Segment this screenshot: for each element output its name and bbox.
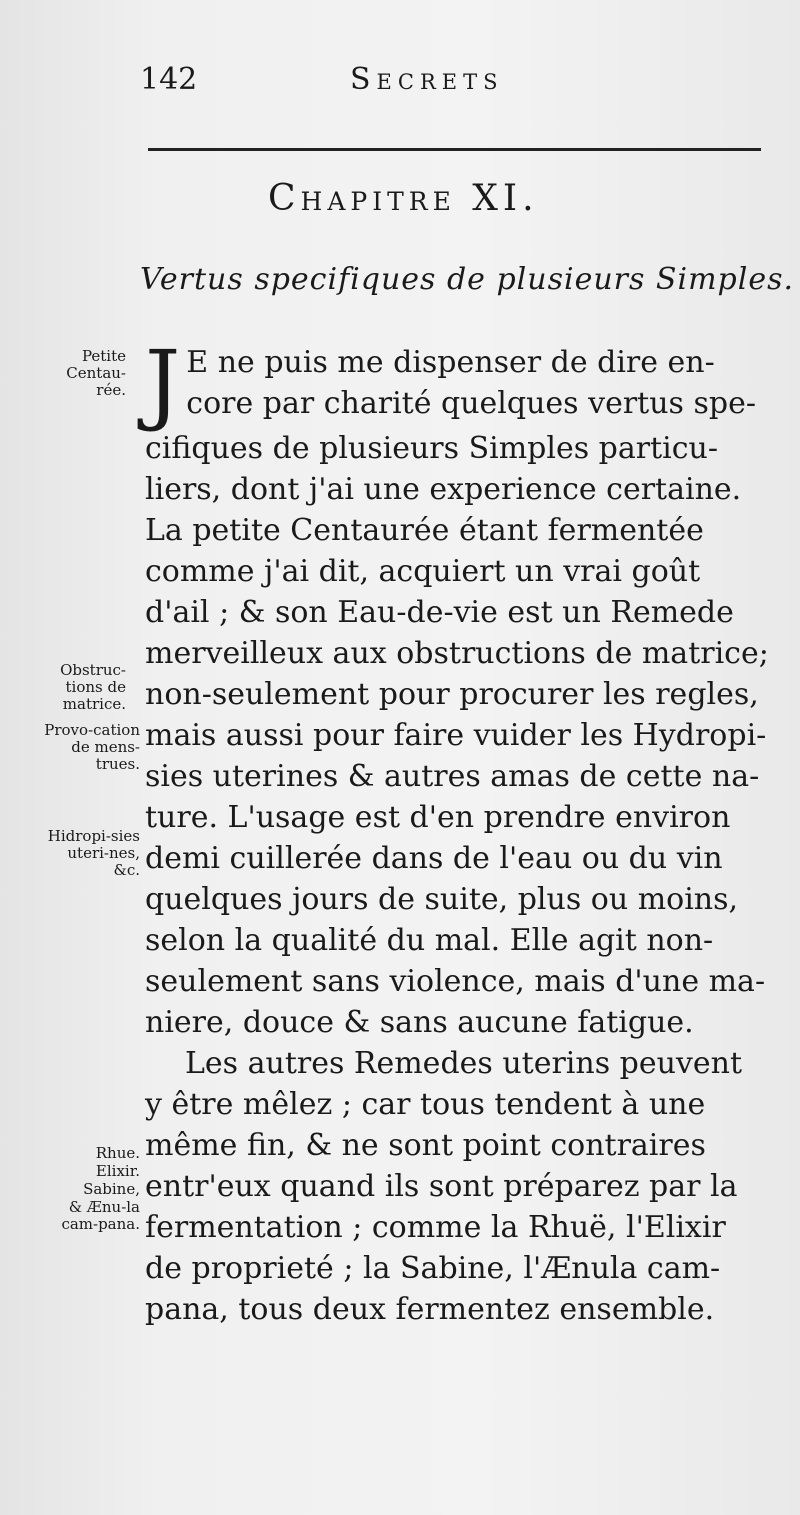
text-line: demi cuillerée dans de l'eau ou du vin bbox=[145, 841, 723, 876]
margin-note-rhue: Rhue. bbox=[95, 1144, 140, 1162]
text-line: sies uterines & autres amas de cette na- bbox=[145, 759, 760, 794]
page-header bbox=[140, 62, 760, 102]
drop-cap: J bbox=[145, 331, 181, 434]
text-line: selon la qualité du mal. Elle agit non- bbox=[145, 923, 714, 958]
text-line: La petite Centaurée étant fermentée bbox=[145, 513, 704, 548]
text-line: ture. L'usage est d'en prendre environ bbox=[145, 800, 731, 835]
text-line: de proprieté ; la Sabine, l'Ænula cam- bbox=[145, 1251, 721, 1286]
margin-note-elixir: Elixir. bbox=[95, 1162, 140, 1180]
margin-note-petite-centauree: Petite Centau-rée. bbox=[66, 347, 126, 399]
text-line: fermentation ; comme la Rhuë, l'Elixir bbox=[145, 1210, 726, 1245]
text-line: cifiques de plusieurs Simples particu- bbox=[145, 431, 718, 466]
text-line: E ne puis me dispenser de dire en- bbox=[186, 345, 715, 380]
text-line: d'ail ; & son Eau-de-vie est un Remede bbox=[145, 595, 734, 630]
running-head: Secrets bbox=[350, 62, 504, 97]
header-rule bbox=[148, 148, 761, 151]
margin-note-obstructions: Obstruc-tions de matrice. bbox=[60, 661, 126, 713]
text-line: mais aussi pour faire vuider les Hydropi- bbox=[145, 718, 767, 753]
text-line: Les autres Remedes uterins peuvent bbox=[185, 1046, 743, 1081]
text-line: merveilleux aux obstructions de matrice; bbox=[145, 636, 769, 671]
margin-note-provocation: Provo-cation de mens-trues. bbox=[44, 721, 140, 773]
margin-note-aenula: & Ænu-la cam-pana. bbox=[61, 1198, 140, 1233]
chapter-subtitle: Vertus specifiques de plusieurs Simples. bbox=[140, 262, 795, 297]
margin-note-sabine: Sabine, bbox=[83, 1180, 140, 1198]
margin-note-hidropisies: Hidropi-sies uteri-nes, &c. bbox=[47, 827, 140, 879]
text-line: comme j'ai dit, acquiert un vrai goût bbox=[145, 554, 701, 589]
text-line: non-seulement pour procurer les regles, bbox=[145, 677, 759, 712]
text-line: core par charité quelques vertus spe- bbox=[186, 386, 756, 421]
text-line: entr'eux quand ils sont préparez par la bbox=[145, 1169, 738, 1204]
text-line: niere, douce & sans aucune fatigue. bbox=[145, 1005, 694, 1040]
text-line: même fin, & ne sont point contraires bbox=[145, 1128, 706, 1163]
page-number: 142 bbox=[140, 62, 198, 97]
text-line: liers, dont j'ai une experience certaine. bbox=[145, 472, 742, 507]
text-line: seulement sans violence, mais d'une ma- bbox=[145, 964, 766, 999]
text-line: quelques jours de suite, plus ou moins, bbox=[145, 882, 739, 917]
text-line: pana, tous deux fermentez ensemble. bbox=[145, 1292, 715, 1327]
text-line: y être mêlez ; car tous tendent à une bbox=[145, 1087, 706, 1122]
paragraph-2 bbox=[145, 1043, 775, 1330]
paragraph-1 bbox=[145, 331, 775, 1043]
chapter-title: Chapitre XI. bbox=[268, 178, 539, 219]
body-text bbox=[145, 331, 775, 1330]
